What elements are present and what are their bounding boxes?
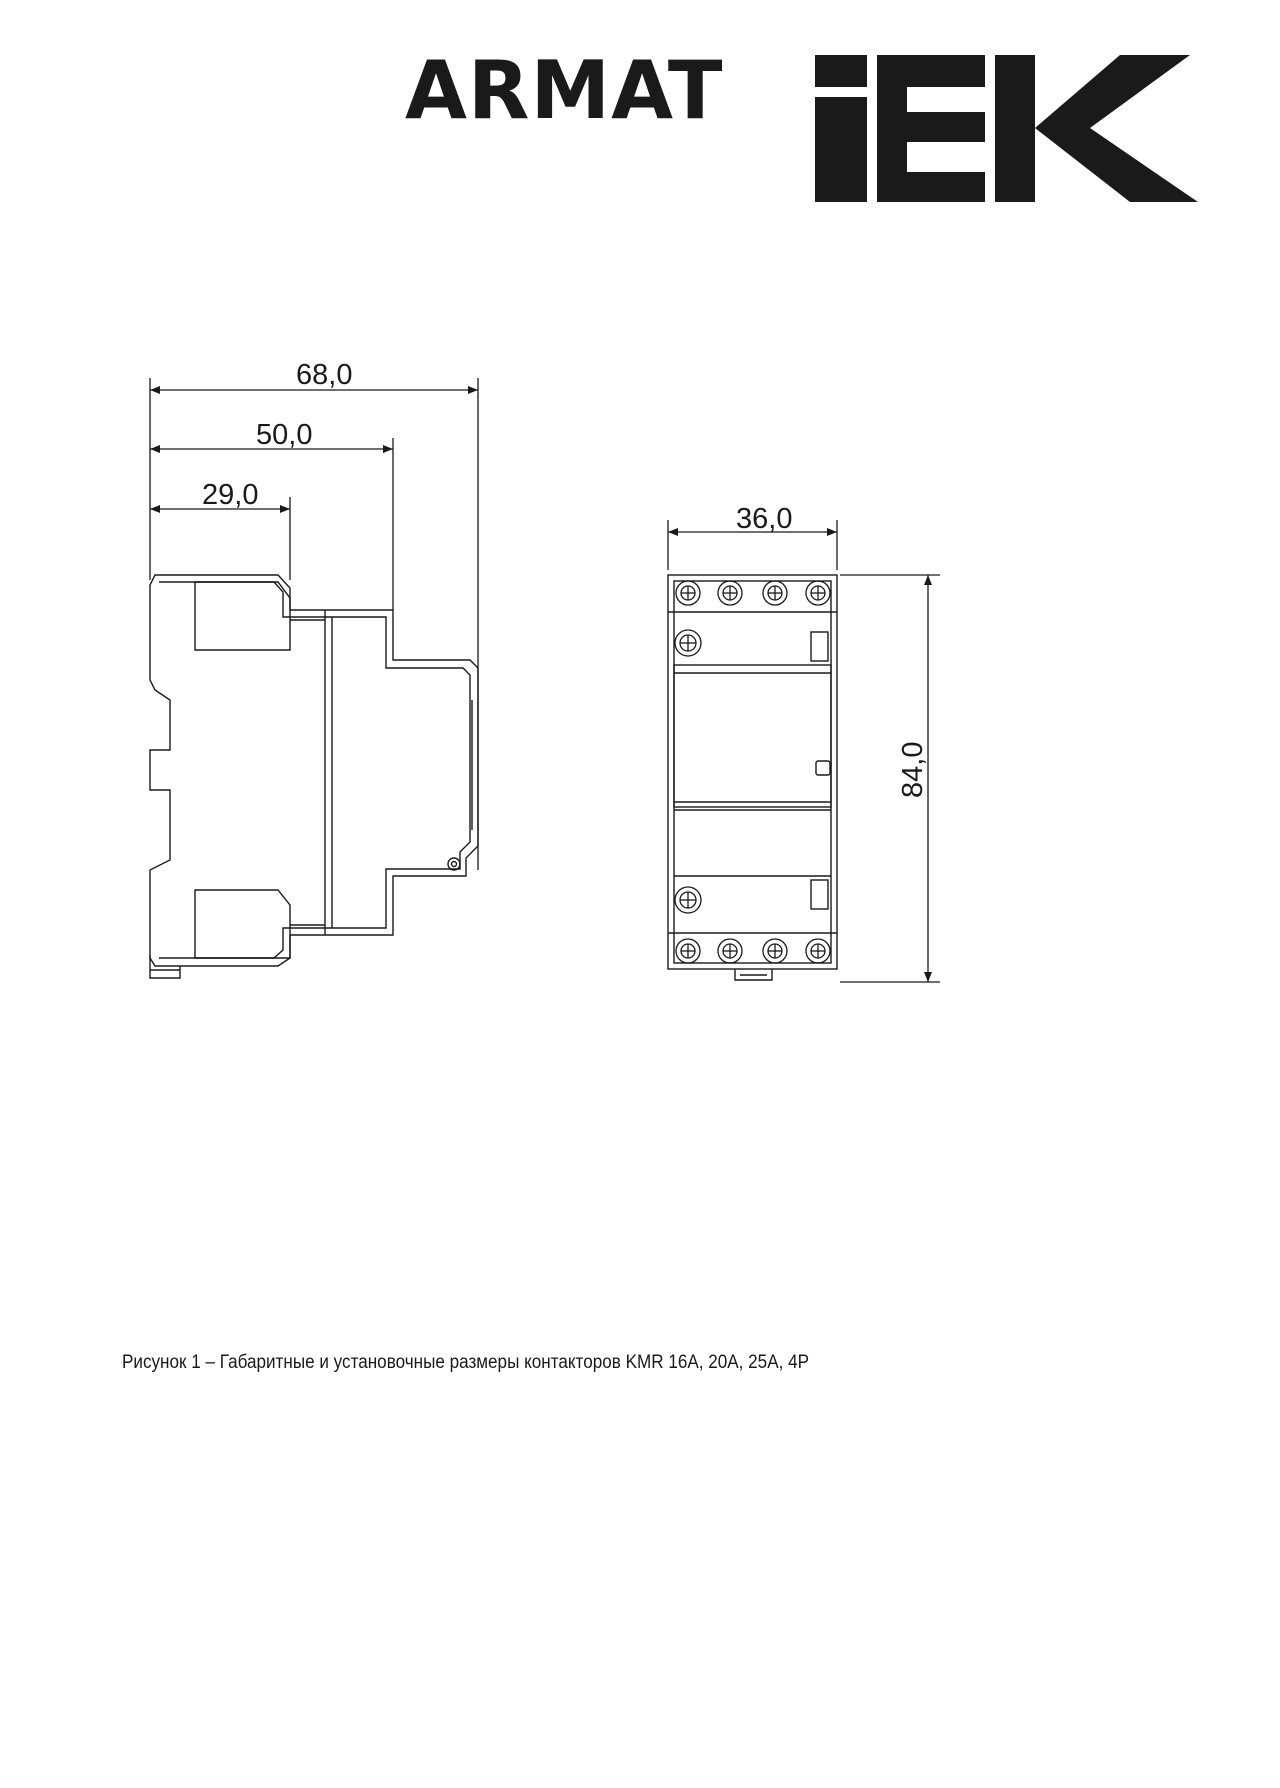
screw-top-2 bbox=[718, 581, 742, 605]
upper-indicator-window bbox=[811, 632, 828, 661]
screw-bottom-4 bbox=[806, 939, 830, 963]
dim-label-84: 84,0 bbox=[897, 741, 929, 798]
dim-label-36: 36,0 bbox=[736, 503, 793, 535]
screw-top-1 bbox=[676, 581, 700, 605]
screw-coil-top bbox=[675, 630, 701, 656]
screw-bottom-2 bbox=[718, 939, 742, 963]
contactor-front-view bbox=[668, 575, 837, 980]
screw-top-4 bbox=[806, 581, 830, 605]
side-view-dimensions bbox=[150, 378, 478, 870]
lower-indicator-window bbox=[811, 880, 828, 909]
terminal-screws bbox=[675, 581, 830, 963]
status-led bbox=[816, 761, 830, 775]
logo-armat-text: ARMAT bbox=[405, 44, 724, 137]
contactor-side-view bbox=[150, 575, 478, 978]
figure-caption: Рисунок 1 – Габаритные и установочные размеры контакторов KMR 16A, 20A, 25A, 4P bbox=[122, 1352, 810, 1373]
logo-iek-mark bbox=[815, 55, 1198, 202]
dim-label-50: 50,0 bbox=[256, 419, 313, 451]
screw-top-3 bbox=[763, 581, 787, 605]
company-logo bbox=[405, 44, 1198, 202]
dim-label-68: 68,0 bbox=[296, 359, 353, 391]
screw-bottom-3 bbox=[763, 939, 787, 963]
screw-coil-bottom bbox=[675, 887, 701, 913]
screw-bottom-1 bbox=[676, 939, 700, 963]
dim-label-29: 29,0 bbox=[202, 479, 259, 511]
